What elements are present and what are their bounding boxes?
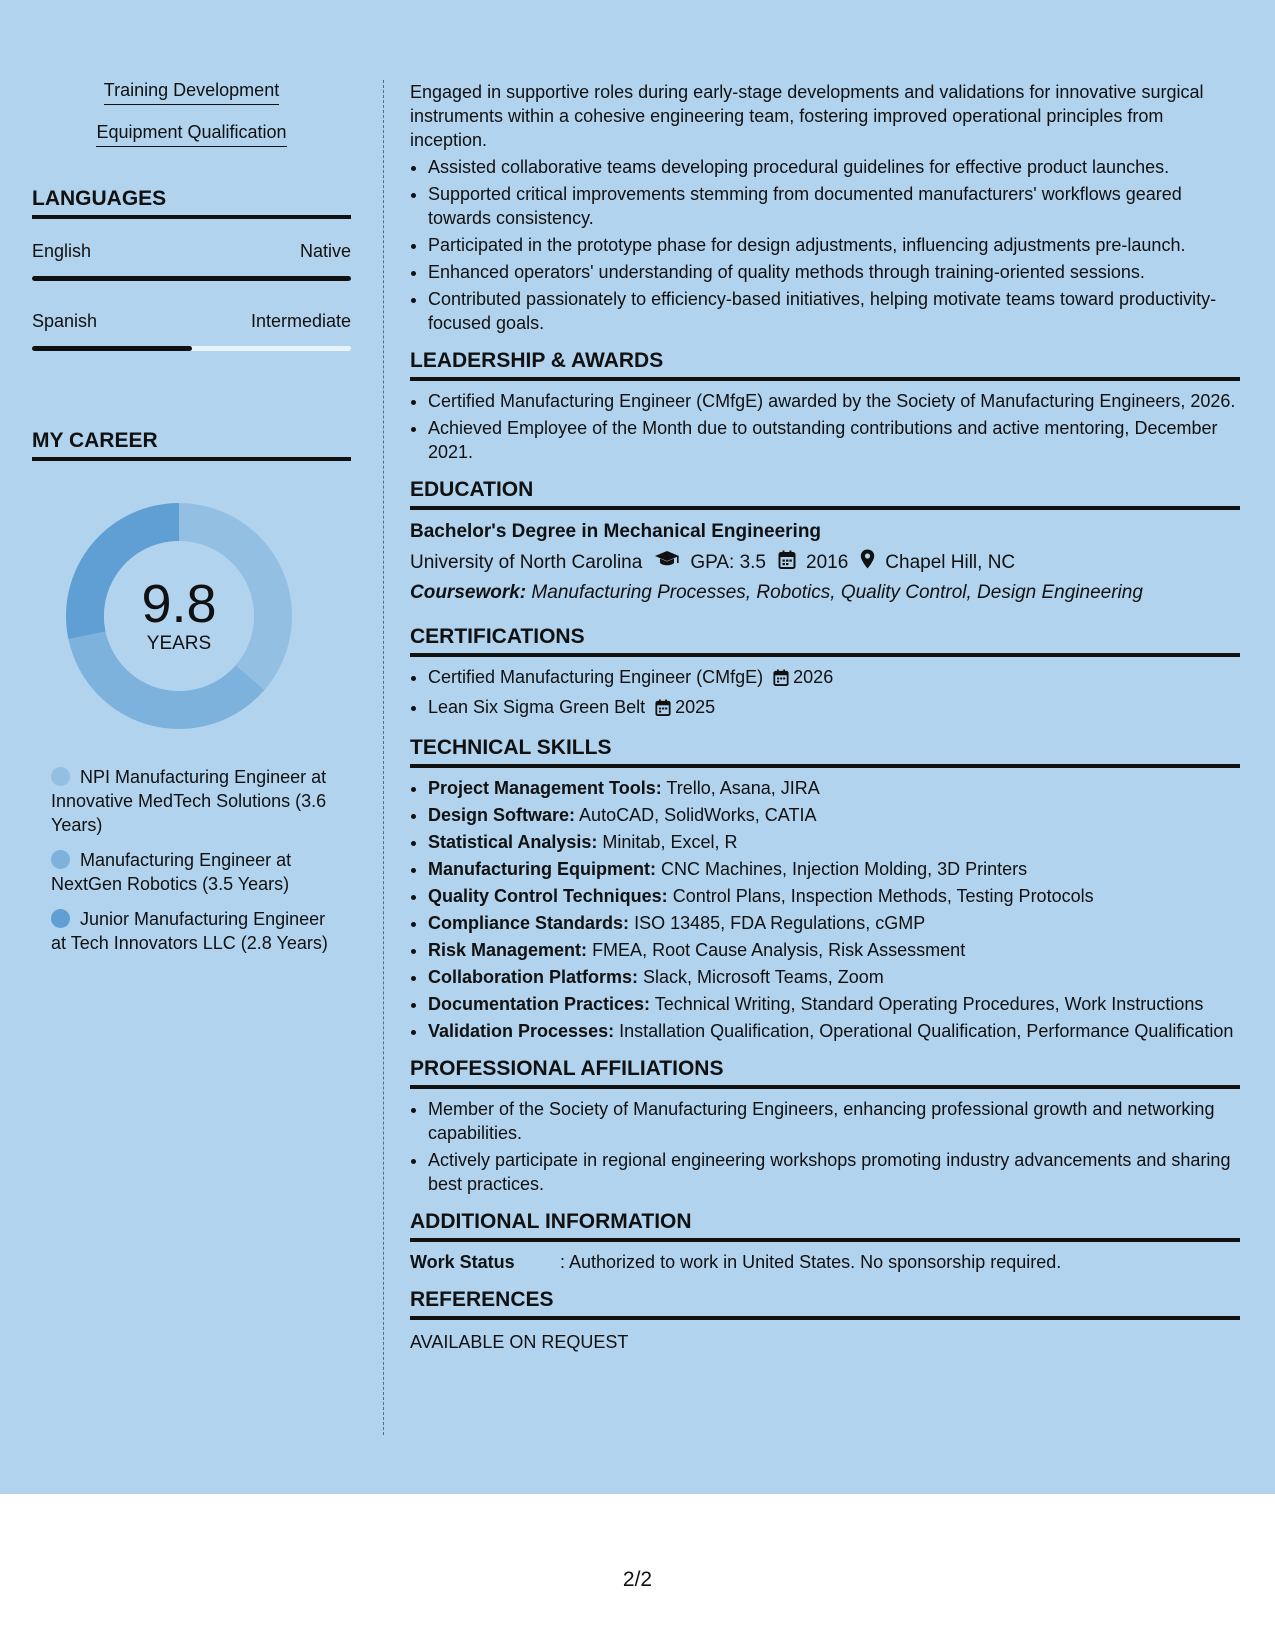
list-item (428, 1019, 1240, 1043)
graduation-year: 2016 (806, 551, 849, 573)
column-divider (383, 80, 384, 1435)
language-bar-fill (32, 346, 192, 351)
language-bar-fill (32, 276, 351, 281)
skill-label: Risk Management: (428, 940, 588, 960)
list-item (428, 992, 1240, 1016)
career-unit: YEARS (146, 633, 212, 654)
languages-heading: LANGUAGES (32, 187, 351, 219)
skill-label: Validation Processes: (428, 1021, 615, 1041)
list-item (428, 776, 1240, 800)
school-name: University of North Carolina (410, 551, 643, 573)
list-item (428, 938, 1240, 962)
skill-value: FMEA, Root Cause Analysis, Risk Assessment (592, 940, 966, 960)
donut-center (64, 501, 294, 731)
work-status-row (410, 1250, 1240, 1274)
certification-name: Certified Manufacturing Engineer (CMfgE) (428, 667, 764, 687)
certification-name: Lean Six Sigma Green Belt (428, 697, 646, 717)
language-name: Spanish (32, 311, 98, 331)
skill-label: Project Management Tools: (428, 778, 662, 798)
skill-value: CNC Machines, Injection Molding, 3D Printers (661, 859, 1028, 879)
skill-label: Statistical Analysis: (428, 832, 598, 852)
legend-dot-icon (51, 767, 70, 786)
language-bar (32, 276, 351, 281)
certifications-list (410, 665, 1240, 722)
skill-link-label[interactable]: Equipment Qualification (96, 122, 286, 147)
experience-summary: Engaged in supportive roles during early-stage developments and validations for innovative surgical instruments within a cohesive engineering team, fostering improved operational principles from inception. (410, 82, 1204, 150)
additional-info-heading: ADDITIONAL INFORMATION (410, 1210, 1240, 1242)
skills-list (410, 776, 1240, 1043)
location-pin-icon (860, 549, 875, 576)
skill-value: ISO 13485, FDA Regulations, cGMP (634, 913, 926, 933)
language-row (32, 311, 351, 332)
career-legend-item (51, 765, 331, 837)
leadership-heading: LEADERSHIP & AWARDS (410, 349, 1240, 381)
career-donut-chart (64, 501, 294, 731)
coursework-label: Coursework: (410, 582, 527, 603)
skill-label: Manufacturing Equipment: (428, 859, 656, 879)
skills-heading: TECHNICAL SKILLS (410, 736, 1240, 768)
list-item: • Certified Manufacturing Engineer (CMfgE) awarded by the Society of Manufacturing Engineers, 2026. (428, 389, 1240, 413)
legend-dot-icon (51, 909, 70, 928)
career-item-text: Junior Manufacturing Engineer at Tech Innovators LLC (2.8 Years) (51, 909, 328, 953)
career-total-years: 9.8 (141, 574, 217, 634)
certification-year: 2026 (793, 667, 834, 687)
coursework-value: Manufacturing Processes, Robotics, Quality Control, Design Engineering (531, 582, 1143, 603)
list-item: • Enhanced operators' understanding of quality methods through training-oriented sessions. (428, 260, 1240, 284)
list-item (428, 965, 1240, 989)
work-status-value: : Authorized to work in United States. No sponsorship required. (560, 1252, 1062, 1272)
calendar-icon (773, 668, 789, 692)
career-item-text: NPI Manufacturing Engineer at Innovative MedTech Solutions (3.6 Years) (51, 767, 327, 835)
calendar-icon (655, 698, 671, 722)
skill-label: Compliance Standards: (428, 913, 630, 933)
skill-label: Design Software: (428, 805, 576, 825)
language-name: English (32, 241, 92, 261)
legend-dot-icon (51, 850, 70, 869)
skill-label: Documentation Practices: (428, 994, 651, 1014)
certifications-heading: CERTIFICATIONS (410, 625, 1240, 657)
main-column (410, 80, 1240, 1354)
list-item (428, 695, 1240, 722)
graduation-cap-icon (654, 550, 680, 575)
list-item (428, 911, 1240, 935)
list-item (428, 830, 1240, 854)
leadership-list (410, 389, 1240, 464)
skill-label: Collaboration Platforms: (428, 967, 639, 987)
skill-label: Quality Control Techniques: (428, 886, 668, 906)
skill-value: AutoCAD, SolidWorks, CATIA (579, 805, 817, 825)
list-item: • Assisted collaborative teams developing procedural guidelines for effective product launches. (428, 155, 1240, 179)
references-text: AVAILABLE ON REQUEST (410, 1332, 629, 1352)
skill-value: Control Plans, Inspection Methods, Testing Protocols (672, 886, 1094, 906)
work-status-label: Work Status (410, 1252, 515, 1272)
language-level: Intermediate (250, 311, 351, 331)
skill-link[interactable] (32, 80, 351, 105)
page-number: 2/2 (622, 1568, 653, 1591)
skill-value: Slack, Microsoft Teams, Zoom (643, 967, 884, 987)
degree-title: Bachelor's Degree in Mechanical Engineering (410, 521, 822, 542)
career-legend-item (51, 848, 331, 896)
career-legend-item (51, 907, 331, 955)
skill-link[interactable] (32, 122, 351, 147)
skill-value: Technical Writing, Standard Operating Procedures, Work Instructions (654, 994, 1204, 1014)
language-bar (32, 346, 351, 351)
certification-year: 2025 (675, 697, 716, 717)
experience-bullets (410, 155, 1240, 335)
list-item (428, 857, 1240, 881)
school-location: Chapel Hill, NC (885, 551, 1016, 573)
list-item (428, 884, 1240, 908)
list-item (428, 665, 1240, 692)
skill-value: Installation Qualification, Operational Qualification, Performance Qualification (619, 1021, 1234, 1041)
education-heading: EDUCATION (410, 478, 1240, 510)
list-item (428, 803, 1240, 827)
language-row (32, 241, 351, 262)
list-item: • Actively participate in regional engineering workshops promoting industry advancements and sharing best practices. (428, 1148, 1240, 1196)
affiliations-heading: PROFESSIONAL AFFILIATIONS (410, 1057, 1240, 1089)
skill-value: Minitab, Excel, R (602, 832, 738, 852)
affiliations-list (410, 1097, 1240, 1196)
list-item: • Achieved Employee of the Month due to outstanding contributions and active mentoring, December 2021. (428, 416, 1240, 464)
list-item: • Participated in the prototype phase for design adjustments, influencing adjustments pre-launch. (428, 233, 1240, 257)
coursework (410, 581, 1240, 605)
skill-link-label[interactable]: Training Development (104, 80, 279, 105)
language-level: Native (299, 241, 351, 261)
sidebar (32, 80, 351, 966)
career-heading: MY CAREER (32, 429, 351, 461)
references-heading: REFERENCES (410, 1288, 1240, 1320)
career-legend (51, 765, 331, 955)
gpa: GPA: 3.5 (690, 551, 766, 573)
list-item: • Supported critical improvements stemming from documented manufacturers' workflows geared towards consistency. (428, 182, 1240, 230)
skill-value: Trello, Asana, JIRA (666, 778, 820, 798)
career-item-text: Manufacturing Engineer at NextGen Robotics (3.5 Years) (51, 850, 292, 894)
list-item: • Contributed passionately to efficiency-based initiatives, helping motivate teams toward productivity-focused goals. (428, 287, 1240, 335)
calendar-icon (778, 550, 796, 576)
education-meta (410, 549, 1240, 576)
list-item: • Member of the Society of Manufacturing Engineers, enhancing professional growth and networking capabilities. (428, 1097, 1240, 1145)
